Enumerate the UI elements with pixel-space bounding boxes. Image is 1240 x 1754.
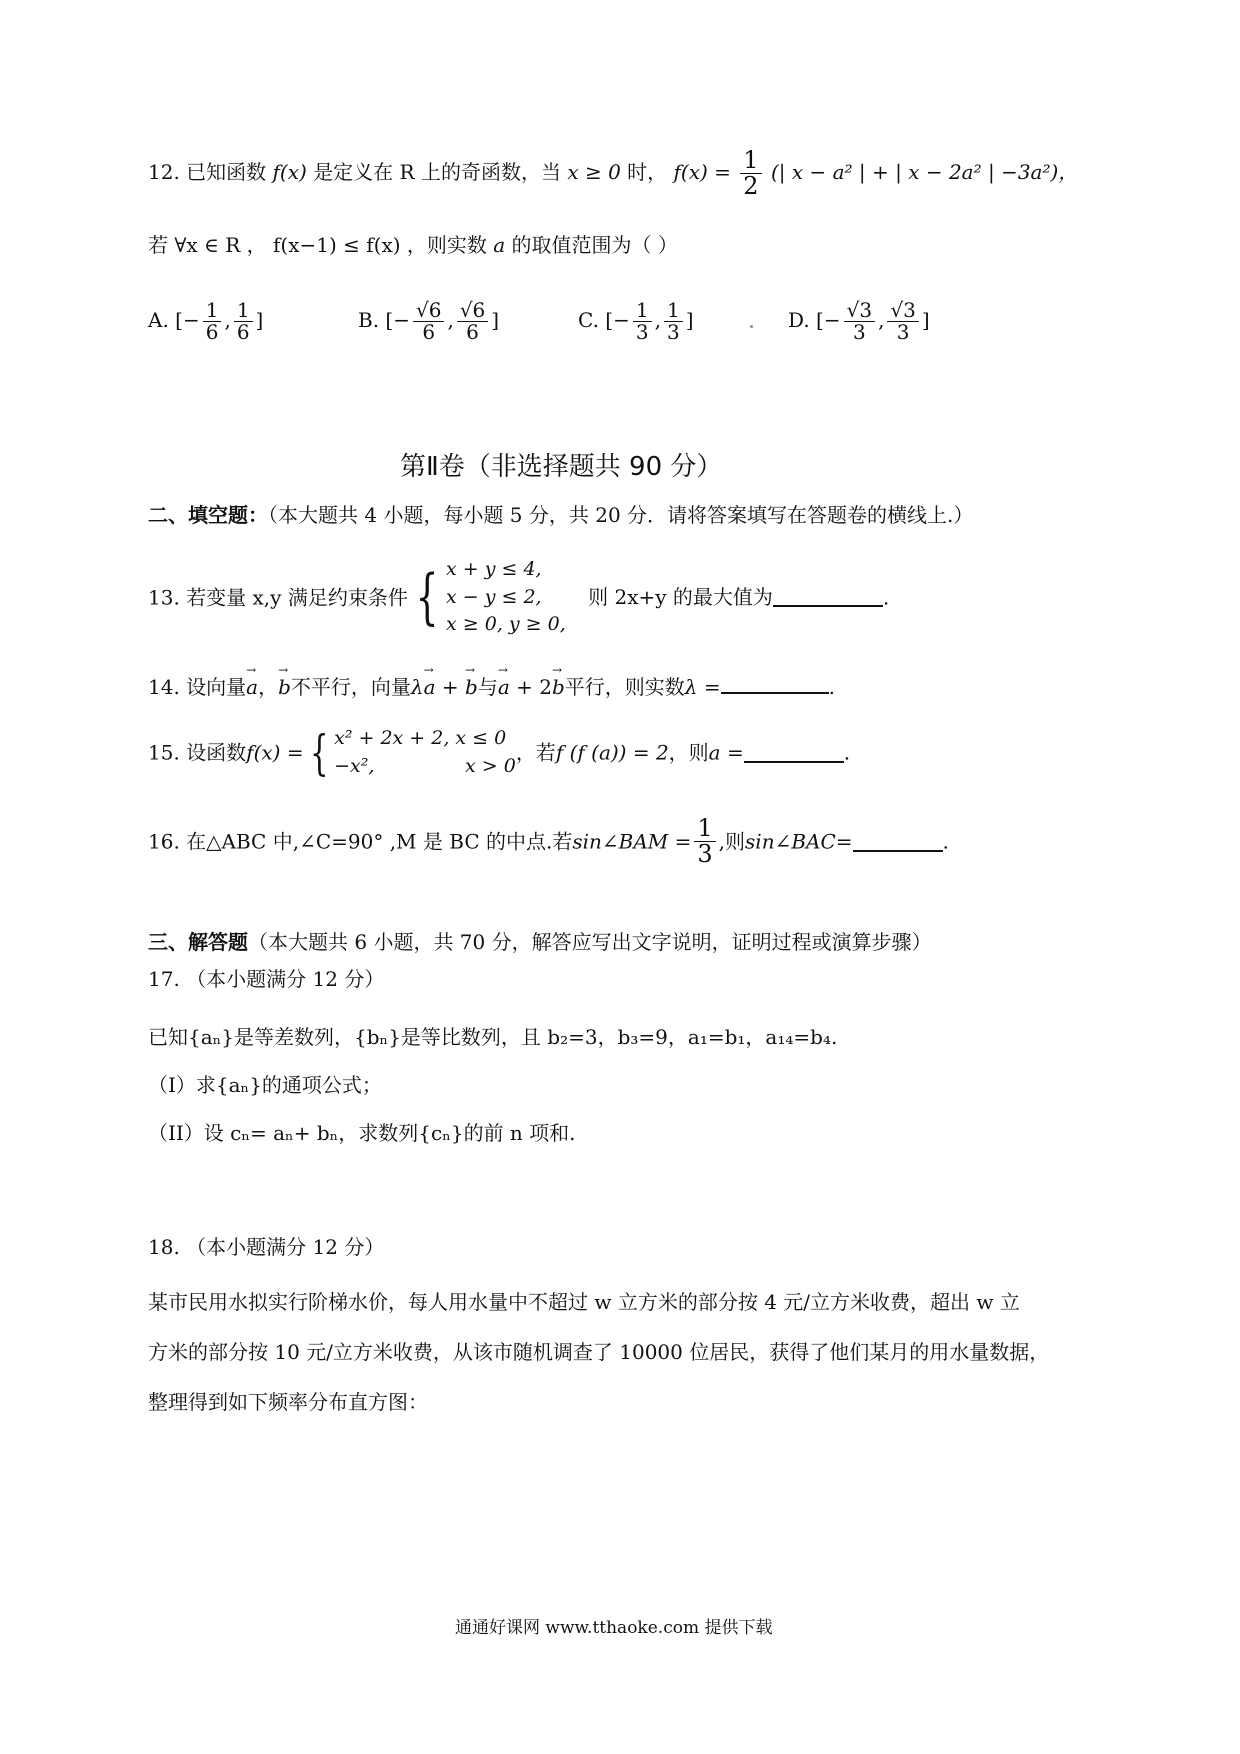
option-frac — [457, 300, 488, 343]
q12-line2-text: 若 ∀x ∈ R ， f(x−1) ≤ f(x) ，则实数 — [148, 233, 487, 257]
option-label: D. [− — [788, 308, 841, 332]
q13-constraints — [446, 556, 566, 639]
fill-heading-line — [148, 503, 973, 527]
q13-end: . — [882, 585, 890, 610]
option-label: C. [− — [578, 308, 630, 332]
frac-den: 2 — [743, 172, 759, 201]
option-end: ] — [255, 308, 264, 332]
option-frac — [664, 300, 683, 343]
q12-option-b — [358, 300, 499, 343]
q12-expr: (| x − a² | + | x − 2a² | −3a²)， — [770, 160, 1079, 185]
q14-mid: 不平行，向量 — [290, 675, 411, 699]
option-sep: , — [654, 308, 661, 332]
option-frac — [413, 300, 444, 343]
vector-b: → b — [278, 675, 291, 699]
page-footer: 通通好课网 www.tthaoke.com 提供下载 — [455, 1618, 773, 1638]
q13-suffix: 则 2x+y 的最大值为 — [588, 585, 773, 610]
frac-num: 1 — [694, 816, 715, 842]
q17-part1: （I）求{aₙ}的通项公式； — [148, 1073, 382, 1097]
q18-line2: 方米的部分按 10 元/立方米收费，从该市随机调查了 10000 位居民，获得了他们某月的用水量数据， — [148, 1340, 1050, 1364]
q12-cond: x ≥ 0 — [567, 160, 621, 185]
q12-prefix: 12. 已知函数 — [148, 160, 267, 185]
option-sep: , — [878, 308, 885, 332]
option-frac — [887, 300, 918, 343]
q12-half-fraction — [740, 148, 761, 199]
q12-option-d — [788, 300, 930, 343]
q15-end: . — [843, 740, 851, 765]
q18-line1: 某市民用水拟实行阶梯水价，每人用水量中不超过 w 立方米的部分按 4 元/立方米收费，超出 w 立 — [148, 1290, 1020, 1314]
q12-line2 — [148, 233, 678, 257]
part2-title: 第Ⅱ卷（非选择题共 90 分） — [400, 452, 723, 482]
solve-heading: 三、解答题 — [148, 930, 248, 954]
q12-fx: f(x) — [272, 160, 307, 185]
case-2: −x², x > 0 — [334, 754, 516, 777]
constraint-2: x − y ≤ 2, — [446, 585, 542, 608]
q13-answer-blank[interactable] — [773, 587, 883, 607]
frac-num: 1 — [664, 300, 683, 322]
q12-line2-end: 的取值范围为（ ） — [511, 233, 678, 257]
q17-title: 17. （本小题满分 12 分） — [148, 967, 385, 991]
q16-sin2: sin∠BAC= — [745, 829, 853, 854]
q12-text3: 时， — [627, 160, 668, 185]
q18-line3: 整理得到如下频率分布直方图： — [148, 1390, 428, 1414]
frac-den: 3 — [635, 320, 649, 344]
frac-num: √6 — [457, 300, 488, 322]
q14-with: 与 — [477, 675, 498, 699]
option-sep: , — [447, 308, 454, 332]
fill-desc: （本大题共 4 小题，每小题 5 分，共 20 分．请将答案填写在答题卷的横线上.） — [268, 503, 974, 527]
q15-mid: ，若 — [515, 740, 556, 765]
vector-a: → a — [246, 675, 258, 699]
q13-prefix: 13. 若变量 x,y 满足约束条件 — [148, 585, 408, 610]
q12-text: 是定义在 — [313, 160, 394, 185]
left-brace-icon: { — [309, 724, 329, 781]
option-end: ] — [491, 308, 500, 332]
frac-den: 6 — [422, 320, 436, 344]
lambda: λ — [410, 675, 424, 699]
option-label: B. [− — [358, 308, 410, 332]
left-brace-icon: { — [415, 562, 439, 633]
q12-option-c — [578, 300, 694, 343]
option-label: A. [− — [148, 308, 200, 332]
q15-fx: f(x) = — [246, 740, 304, 765]
option-frac — [234, 300, 253, 343]
q15-cond: f (f (a)) = 2 — [555, 740, 669, 765]
frac-den: 6 — [466, 320, 479, 344]
frac-den: 6 — [205, 320, 219, 344]
q16-fraction — [694, 816, 715, 867]
q14-prefix: 14. 设向量 — [148, 675, 247, 699]
vector-a: → a — [498, 675, 510, 699]
fill-heading: 二、填空题： — [148, 503, 268, 527]
q16-end: . — [942, 829, 949, 854]
solve-desc: （本大题共 6 小题，共 70 分，解答应写出文字说明，证明过程或演算步骤） — [248, 930, 932, 954]
case-1: x² + 2x + 2, x ≤ 0 — [334, 727, 507, 749]
q15-cases — [334, 725, 516, 780]
q17-body: 已知{aₙ}是等差数列，{bₙ}是等比数列，且 b₂=3，b₃=9，a₁=b₁，a₁₄=b₄. — [148, 1025, 838, 1049]
option-sep: , — [224, 308, 231, 332]
q12-R: R — [399, 160, 415, 185]
option-frac — [633, 300, 652, 343]
q14-mid2: 平行，则实数 — [564, 675, 685, 699]
frac-num: √6 — [413, 300, 444, 322]
frac-den: 3 — [666, 320, 680, 344]
frac-den: 3 — [852, 320, 866, 344]
q15-prefix: 15. 设函数 — [148, 740, 247, 765]
q16-mid: ,则 — [718, 829, 746, 854]
frac-num: 1 — [633, 300, 652, 322]
frac-num: 1 — [740, 148, 761, 174]
q16-sin: sin∠BAM = — [572, 829, 692, 854]
q12-fx2: f(x) = — [673, 160, 731, 185]
q15-mid2: ，则 — [668, 740, 709, 765]
q13 — [148, 556, 889, 639]
q14-end: . — [828, 675, 835, 699]
q16 — [148, 816, 949, 867]
q17-part2: （II）设 cₙ= aₙ+ bₙ，求数列{cₙ}的前 n 项和. — [148, 1121, 576, 1145]
plus: + — [435, 675, 466, 699]
q12-a: a — [493, 233, 506, 257]
vector-a: → a — [424, 675, 436, 699]
option-end: ] — [685, 308, 694, 332]
constraint-3: x ≥ 0, y ≥ 0, — [446, 613, 566, 636]
vector-b: → b — [465, 675, 478, 699]
q15 — [148, 725, 850, 780]
q16-prefix: 16. 在△ABC 中,∠C=90° ,M 是 BC 的中点.若 — [148, 829, 573, 854]
plus-two: + 2 — [509, 675, 552, 699]
q12-text2: 上的奇函数，当 — [420, 160, 561, 185]
q12-line1 — [148, 148, 1078, 199]
frac-den: 3 — [896, 320, 910, 344]
q18-title: 18. （本小题满分 12 分） — [148, 1235, 385, 1259]
q14 — [148, 674, 835, 699]
q15-a-eq: a = — [708, 740, 744, 765]
frac-num: 1 — [234, 300, 253, 322]
constraint-1: x + y ≤ 4, — [446, 558, 542, 580]
frac-den: 6 — [236, 320, 250, 344]
lambda-eq: λ = — [684, 675, 721, 699]
frac-num: √3 — [844, 300, 875, 322]
option-frac — [844, 300, 875, 343]
option-end: ] — [921, 308, 930, 332]
q14-answer-blank[interactable] — [721, 674, 829, 694]
q12-option-a — [148, 300, 263, 343]
option-frac — [203, 300, 222, 343]
stray-mark — [750, 325, 753, 328]
q16-answer-blank[interactable] — [853, 832, 943, 852]
q14-sep: ， — [258, 675, 279, 699]
solve-heading-line — [148, 930, 932, 954]
q15-answer-blank[interactable] — [744, 743, 844, 763]
vector-b: → b — [552, 675, 565, 699]
frac-num: 1 — [203, 300, 222, 322]
frac-num: √3 — [887, 300, 918, 322]
frac-den: 3 — [697, 840, 713, 869]
